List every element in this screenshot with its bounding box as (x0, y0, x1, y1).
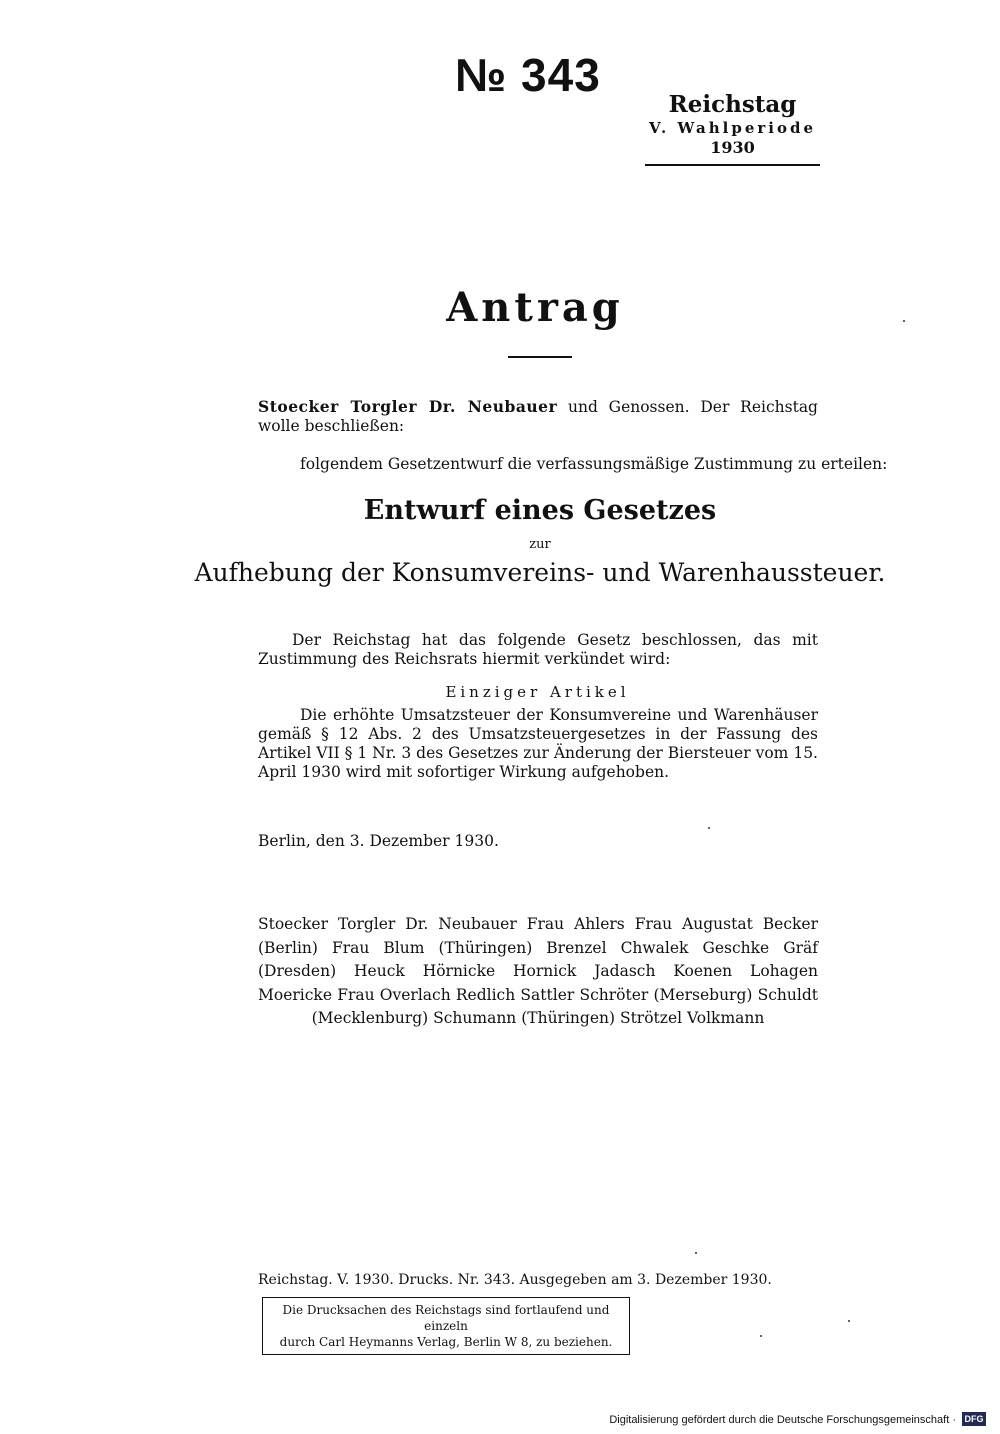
signatories-list: Stoecker Torgler Dr. Neubauer Frau Ahlers Frau Augustat Becker (Berlin) Frau Blum (Thüringen) Brenzel Chwalek Geschke Gräf (Dresden) Heuck Hörnicke Hornick Jadasch Koenen Lohagen Moericke Frau Overlach Redlich Sattler Schröter (Merseburg) Schuldt (Mecklenburg) Schumann (Thüringen) Strötzel Volkmann (258, 915, 818, 1027)
motion-request: folgendem Gesetzentwurf die verfassungsmäßige Zustimmung zu erteilen: (300, 455, 888, 473)
election-period: V. Wahlperiode (649, 119, 816, 137)
bill-preamble: Der Reichstag hat das folgende Gesetz beschlossen, das mit Zustimmung des Reichsrats hiermit verkündet wird: (258, 631, 818, 668)
digitization-credit: Digitalisierung gefördert durch die Deutsche Forschungsgemeinschaft · (609, 1414, 956, 1426)
bill-title-connector: zur (529, 537, 551, 552)
scan-speck (848, 1320, 850, 1322)
motion-sponsors: Stoecker Torgler Dr. Neubauer (258, 397, 558, 416)
article-text: Die erhöhte Umsatzsteuer der Konsumvereine und Warenhäuser gemäß § 12 Abs. 2 des Umsatzsteuergesetzes in der Fassung des Artikel VII § 1 Nr. 3 des Gesetzes zur Änderung der Biersteuer vom 15. April 1930 wird mit sofortiger Wirkung aufgehoben. (258, 706, 818, 781)
article-heading: Einziger Artikel (445, 683, 630, 701)
bill-subject: Aufhebung der Konsumvereins- und Warenhaussteuer. (194, 558, 886, 587)
reichstag-title: Reichstag (668, 91, 797, 118)
publisher-notice-line2: durch Carl Heymanns Verlag, Berlin W 8, zu beziehen. (279, 1335, 613, 1349)
reichstag-header-block (640, 92, 825, 166)
scan-speck (760, 1335, 762, 1337)
scan-speck (903, 320, 905, 322)
place-and-date: Berlin, den 3. Dezember 1930. (258, 832, 499, 850)
publisher-notice-box (262, 1297, 630, 1355)
document-number: № 343 (455, 49, 601, 101)
motion-intro (258, 397, 818, 436)
print-footer-line: Reichstag. V. 1930. Drucks. Nr. 343. Ausgegeben am 3. Dezember 1930. (258, 1272, 772, 1288)
period-year: 1930 (710, 138, 755, 157)
scan-speck (708, 827, 710, 829)
publisher-notice-line1: Die Drucksachen des Reichstags sind fortlaufend und einzeln (282, 1303, 610, 1333)
header-rule (645, 164, 820, 166)
scan-speck (695, 1252, 697, 1254)
title-divider (508, 356, 572, 358)
document-title: Antrag (446, 284, 624, 331)
motion-intro-text: und Genossen. Der Reichstag wolle beschließen: (258, 398, 818, 435)
dfg-logo: DFG (962, 1412, 986, 1426)
bill-title: Entwurf eines Gesetzes (363, 495, 717, 526)
